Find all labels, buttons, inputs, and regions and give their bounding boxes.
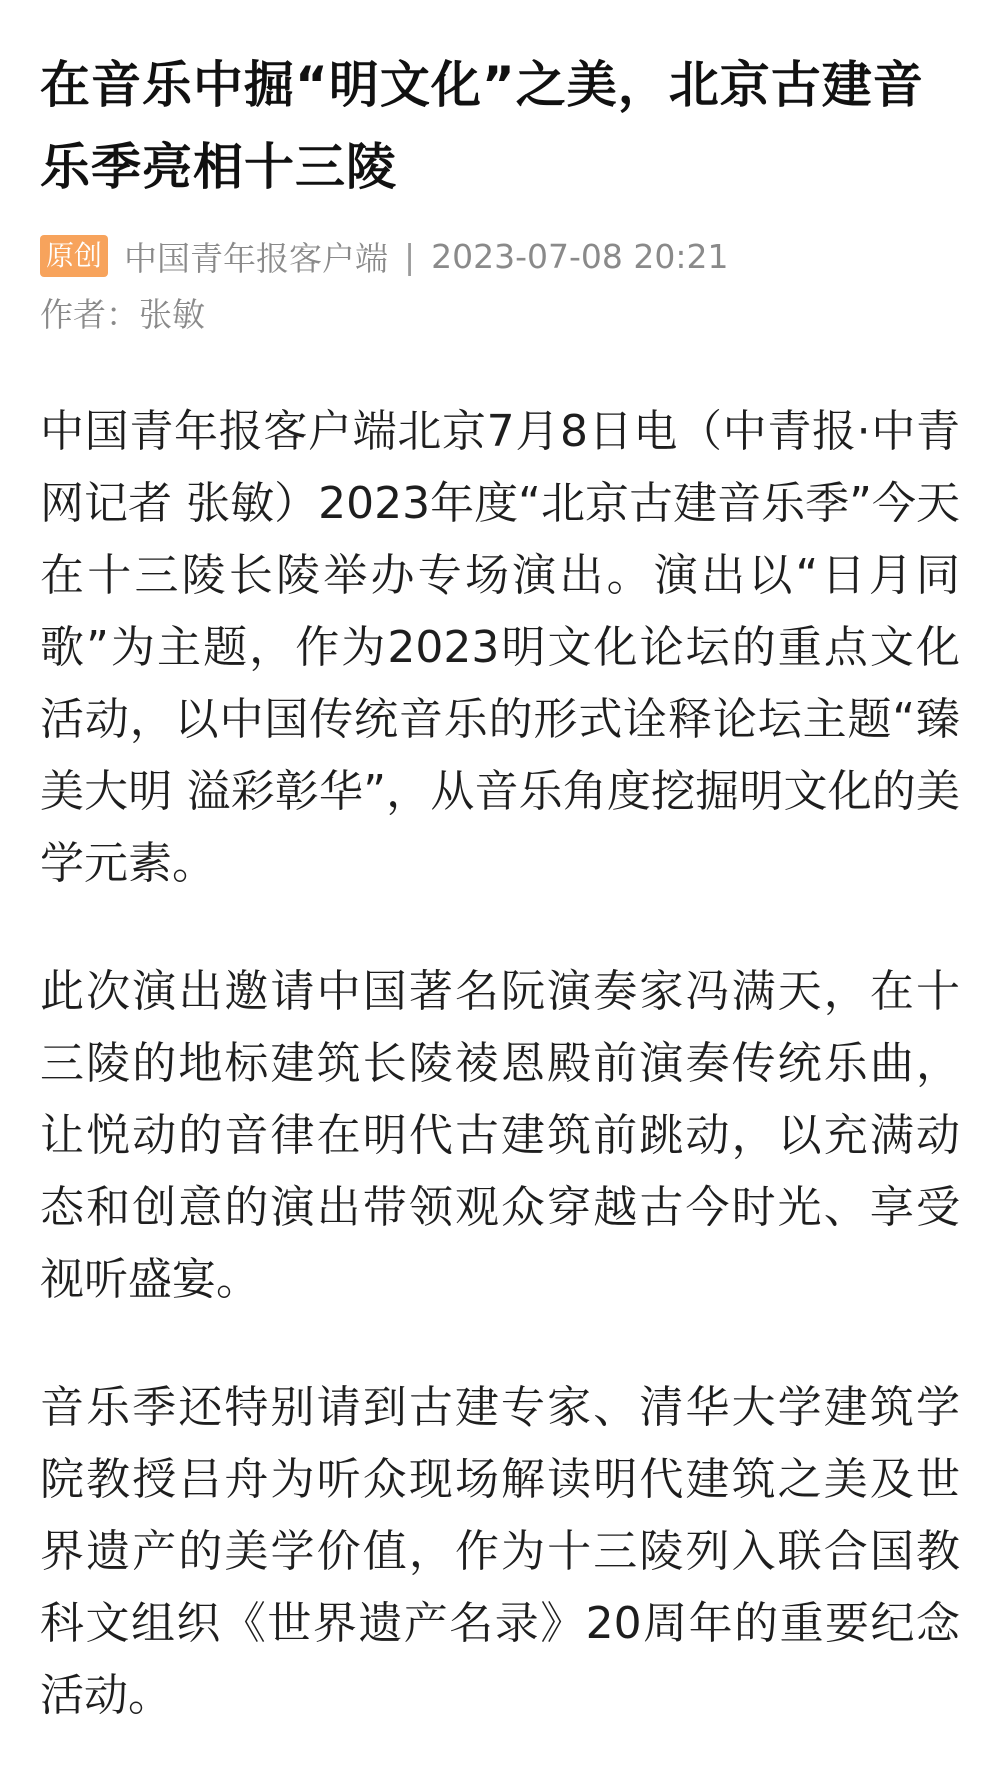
paragraph-1: 中国青年报客户端北京7月8日电（中青报·中青网记者 张敏）2023年度“北京古建音乐季”今天在十三陵长陵举办专场演出。演出以“日月同歌”为主题，作为2023明文化论坛的重点文化活动，以中国传统音乐的形式诠释论坛主题“臻美大明 溢彩彰华”，从音乐角度挖掘明文化的美学元素。 [40, 406, 960, 889]
author-name: 张敏 [139, 295, 205, 334]
publish-datetime: 2023-07-08 20:21 [431, 236, 729, 276]
paragraph-3: 音乐季还特别请到古建专家、清华大学建筑学院教授吕舟为听众现场解读明代建筑之美及世界遗产的美学价值，作为十三陵列入联合国教科文组织《世界遗产名录》20周年的重要纪念活动。 [40, 1382, 960, 1721]
original-badge: 原创 [40, 235, 108, 277]
paragraph-2: 此次演出邀请中国著名阮演奏家冯满天，在十三陵的地标建筑长陵祾恩殿前演奏传统乐曲，让悦动的音律在明代古建筑前跳动，以充满动态和创意的演出带领观众穿越古今时光、享受视听盛宴。 [40, 966, 960, 1305]
article-meta [40, 234, 960, 278]
author-line [40, 290, 960, 340]
author-label: 作者： [40, 295, 139, 334]
article-body [40, 396, 960, 1732]
article-title: 在音乐中掘“明文化”之美，北京古建音乐季亮相十三陵 [40, 56, 924, 196]
meta-separator: | [404, 236, 416, 276]
source-name[interactable]: 中国青年报客户端 [124, 238, 389, 278]
